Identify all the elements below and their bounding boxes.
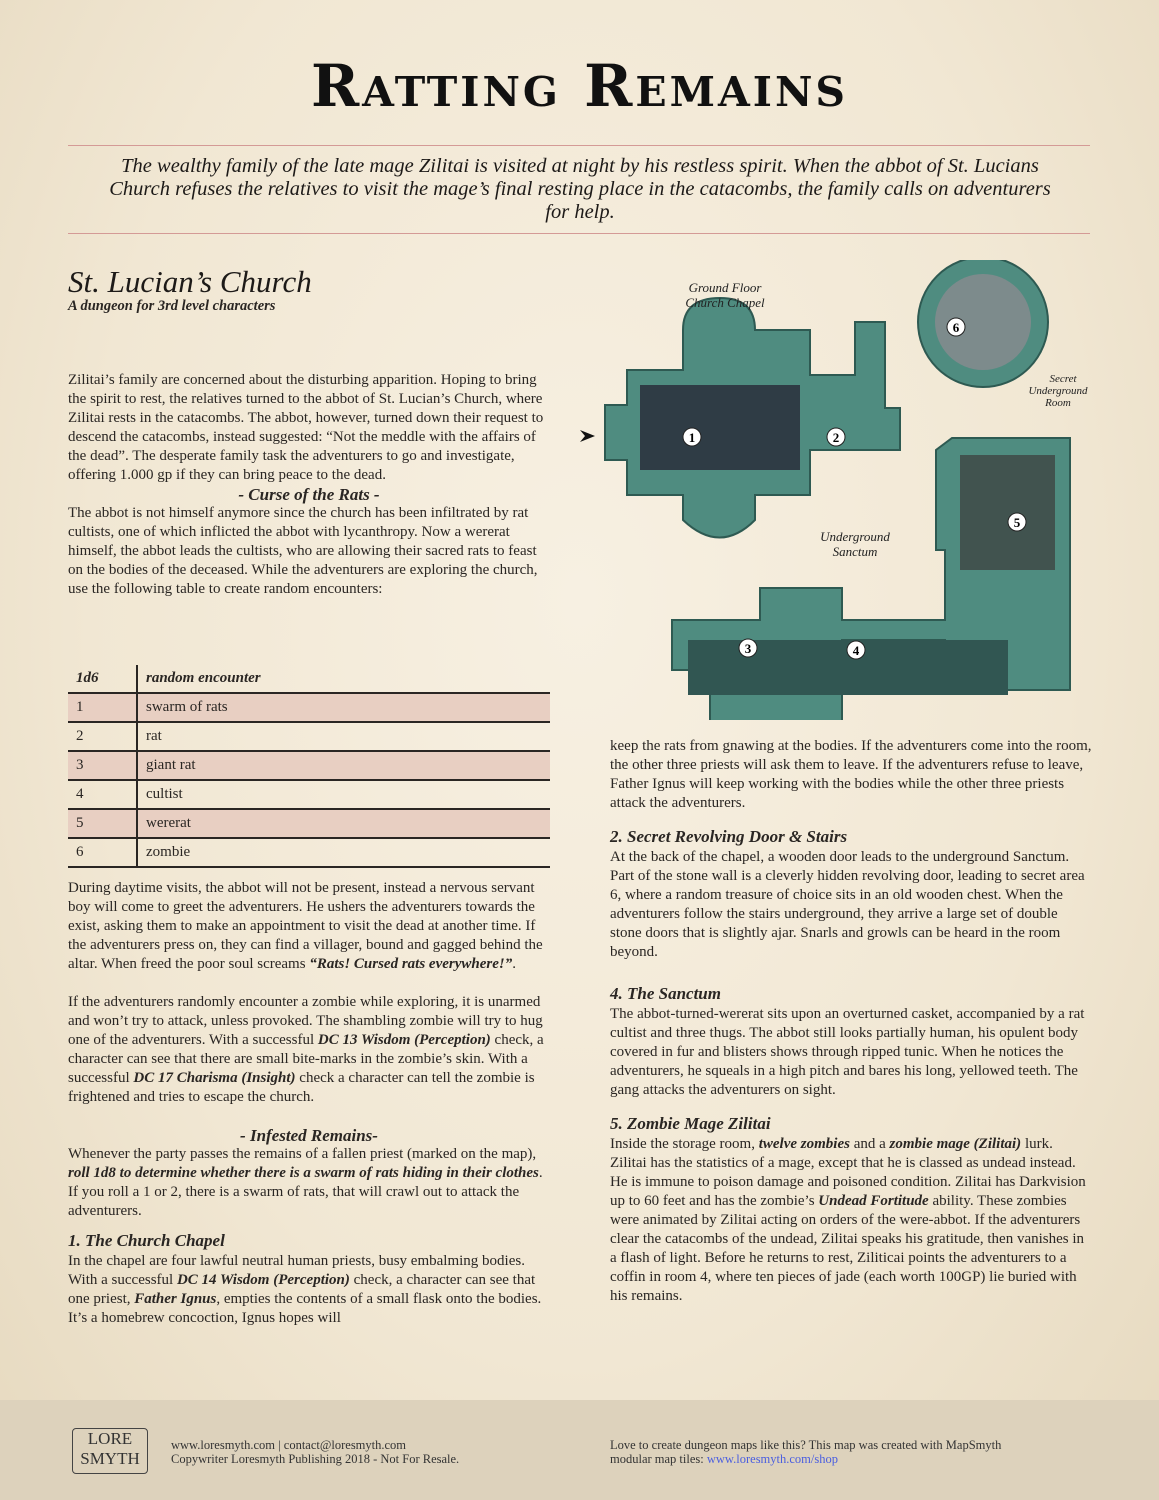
table-cell: 1 (68, 693, 137, 722)
table-cell: 4 (68, 780, 137, 809)
text-run: check a character can tell the zombie is frightened and tries to escape the church. (68, 1070, 535, 1105)
text-run: In the chapel are four lawful neutral human priests, busy embalming bodies. With a successful (68, 1253, 525, 1288)
section-4-heading: 4. The Sanctum (610, 984, 721, 1003)
table-row (68, 693, 550, 722)
text-run: During daytime visits, the abbot will not be present, instead a nervous servant boy will come to greet the adventurers. He ushers the adventurers towards the exist, asking them to make an appointment to visit the dead at another time. If the adventurers press on, they can find a villager, bound and gagged behind the altar. When freed the poor soul screams (68, 880, 543, 972)
marker-number: 6 (952, 320, 960, 335)
map-marker (739, 639, 757, 657)
paragraph (610, 848, 1092, 962)
text-run: , empties the contents of a small flask onto the bodies. It’s a homebrew concoction, Ignus hopes will (68, 1291, 542, 1326)
emphasis-text: DC 17 Charisma (Insight) (133, 1070, 296, 1086)
marker-number: 2 (832, 430, 840, 445)
map-marker (683, 428, 701, 446)
table-header (68, 665, 550, 693)
table-cell: swarm of rats (137, 693, 550, 722)
section-heading: St. Lucian’s Church (68, 264, 312, 299)
header-cell: random encounter (137, 665, 550, 693)
map-marker (847, 641, 865, 659)
map-label: Secret (1049, 373, 1077, 385)
divider (68, 145, 1090, 146)
text-run: The abbot-turned-wererat sits upon an overturned casket, accompanied by a rat cultist and three thugs. The abbot still looks partially human, his opulent body covered in fur and blisters shows through ripped tunic. When he notices the adventurers, he squeals in a high pitch and bares his long, yellowed teeth. The gang attacks the adventurers on sight. (610, 1006, 1085, 1098)
text-run: and a (849, 1136, 890, 1152)
dungeon-map (580, 260, 1120, 720)
map-label: Underground (820, 529, 890, 544)
emphasis-text: DC 13 Wisdom (Perception) (317, 1032, 491, 1048)
table-cell: 3 (68, 751, 137, 780)
footer-promo: modular map tiles: (610, 1452, 707, 1466)
table-row (68, 722, 550, 751)
paragraph (68, 879, 550, 974)
emphasis-text: twelve zombies (758, 1136, 850, 1152)
table-row (68, 838, 550, 867)
shop-link[interactable]: www.loresmyth.com/shop (706, 1452, 838, 1466)
page-title: Ratting Remains (310, 52, 849, 120)
logo-text: LORE (87, 1429, 133, 1448)
footer-promo: Love to create dungeon maps like this? This map was created with MapSmyth (610, 1438, 1002, 1452)
text-run: keep the rats from gnawing at the bodies. If the adventurers come into the room, the other three priests will ask them to leave. If the adventurers refuse to leave, Father Ignus will keep working with the bodies while the other three priests attack the adventurers. (610, 738, 1092, 811)
chapel-floor (640, 385, 800, 470)
logo-text: SMYTH (80, 1449, 140, 1468)
text-run: check, a character can see that there are small bite-marks in the zombie’s skin. With a successful (68, 1032, 544, 1086)
table-cell: cultist (137, 780, 550, 809)
map-label: Sanctum (832, 544, 878, 559)
text-run: . If you roll a 1 or 2, there is a swarm of rats, that will crawl out to attack the adventurers. (68, 1165, 543, 1219)
map-label: Church Chapel (685, 295, 765, 310)
table-row (68, 780, 550, 809)
table-cell: giant rat (137, 751, 550, 780)
intro-text: The wealthy family of the late mage Zilitai is visited at night by his restless spirit. When the abbot of St. Lucians Church refuses the relatives to visit the mage’s final resting place in the catacombs, the family calls on adventurers for help. (109, 155, 1051, 223)
paragraph (68, 1145, 550, 1221)
paragraph (610, 1135, 1092, 1306)
text-run: lurk. Zilitai has the statistics of a mage, except that he is classed as undead instead. He is immune to poison damage and poisoned condition. Zilitai has Darkvision up to 60 feet and has the zombie’s (610, 1136, 1086, 1209)
emphasis-text: “Rats! Cursed rats everywhere!” (309, 956, 513, 972)
table-cell: 2 (68, 722, 137, 751)
paragraph (68, 993, 550, 1107)
map-marker (827, 428, 845, 446)
text-run: If the adventurers randomly encounter a zombie while exploring, it is unarmed and won’t try to attack, unless provoked. The shambling zombie will try to hug one of the adventurers. With a successful (68, 994, 543, 1048)
section-1-heading: 1. The Church Chapel (68, 1231, 225, 1250)
paragraph (68, 371, 550, 485)
emphasis-text: Undead Fortitude (818, 1193, 929, 1209)
table-row (68, 809, 550, 838)
text-run: Zilitai’s family are concerned about the disturbing apparition. Hoping to bring the spirit to rest, the relatives turned to the abbot of St. Lucian’s Church, where Zilitai rests in the catacombs. The abbot, however, turned down their request to descend the catacombs, instead suggested: “Not the meddle with the affairs of the dead”. The desperate family task the adventurers to go and investigate, offering 1.000 gp if they can bring peace to the dead. (68, 372, 544, 483)
text-run: check, a character can see that one priest, (68, 1272, 536, 1307)
encounter-table (68, 665, 550, 868)
marker-number: 4 (852, 643, 860, 658)
paragraph (68, 1252, 550, 1328)
table-cell: 6 (68, 838, 137, 867)
emphasis-text: zombie mage (Zilitai) (889, 1136, 1022, 1152)
loresmyth-logo (72, 1428, 148, 1474)
table-cell: zombie (137, 838, 550, 867)
section-2-heading: 2. Secret Revolving Door & Stairs (610, 827, 848, 846)
emphasis-text: roll 1d8 to determine whether there is a swarm of rats hiding in their clothes (68, 1165, 539, 1181)
text-run: Inside the storage room, (610, 1136, 759, 1152)
table-cell: rat (137, 722, 550, 751)
footer-copyright: Copywriter Loresmyth Publishing 2018 - Not For Resale. (171, 1452, 460, 1466)
map-label: Underground (1028, 385, 1088, 397)
map-marker (947, 318, 965, 336)
paragraph (610, 1005, 1092, 1100)
divider (68, 233, 1090, 234)
footer-contact: www.loresmyth.com | contact@loresmyth.com (171, 1438, 407, 1452)
text-run: The abbot is not himself anymore since the church has been infiltrated by rat cultists, one of which inflicted the abbot with lycanthropy. Now a wererat himself, the abbot leads the cultists, who are allowing their sacred rats to feast on the bodies of the deceased. While the adventurers are exploring the church, use the following table to create random encounters: (68, 505, 538, 597)
entrance-arrow-icon (580, 430, 595, 442)
text-run: At the back of the chapel, a wooden door leads to the underground Sanctum. Part of the stone wall is a cleverly hidden revolving door, leading to secret area 6, where a random treasure of choice sits in an old wooden chest. When the adventurers follow the stairs underground, they arrive a large set of double stone doors that is slightly ajar. Snarls and growls can be heard in the room beyond. (610, 849, 1085, 960)
paragraph (610, 737, 1092, 813)
subtitle: A dungeon for 3rd level characters (68, 298, 276, 314)
emphasis-text: Father Ignus (134, 1291, 217, 1307)
marker-number: 5 (1013, 515, 1021, 530)
map-label: Ground Floor (688, 280, 762, 295)
text-run: Whenever the party passes the remains of a fallen priest (marked on the map), (68, 1146, 537, 1162)
map-marker (1008, 513, 1026, 531)
subheading-curse: - Curse of the Rats - (238, 485, 380, 504)
emphasis-text: DC 14 Wisdom (Perception) (176, 1272, 350, 1288)
table-row (68, 751, 550, 780)
marker-number: 1 (688, 430, 696, 445)
section-5-heading: 5. Zombie Mage Zilitai (610, 1114, 771, 1133)
text-run: . (512, 956, 516, 972)
marker-number: 3 (744, 641, 752, 656)
table-cell: wererat (137, 809, 550, 838)
text-run: ability. These zombies were animated by Zilitai acting on orders of the were-abbot. If the adventurers clear the catacombs of the undead, Zilitai speaks his gratitude, then vanishes in a flash of light. Before he returns to rest, Ziliticai points the adventurers to a coffin in room 4, where ten pieces of jade (each worth 100GP) lie buried with his remains. (610, 1193, 1085, 1304)
storage-floor (960, 455, 1055, 570)
table-cell: 5 (68, 809, 137, 838)
subheading-infested: - Infested Remains- (240, 1126, 378, 1145)
map-label: Room (1045, 397, 1071, 409)
paragraph (68, 504, 550, 599)
header-cell: 1d6 (68, 665, 137, 693)
